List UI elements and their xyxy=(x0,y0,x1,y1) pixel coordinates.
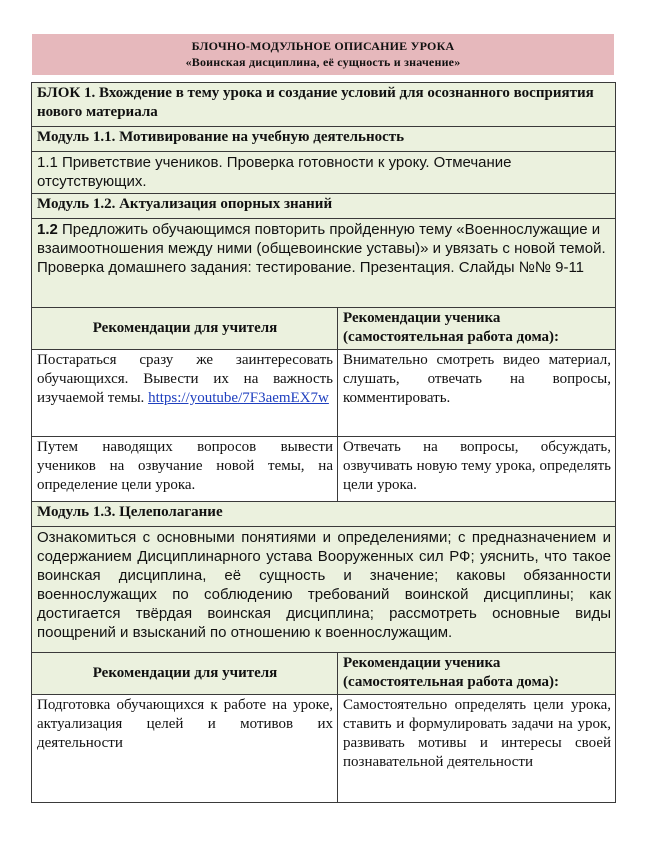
module-1-1-title: Модуль 1.1. Мотивирование на учебную деятельность xyxy=(32,127,616,152)
student-recommendations-header: Рекомендации ученика (самостоятельная работа дома): xyxy=(338,653,616,695)
lesson-title-banner xyxy=(32,34,614,75)
student-recommendation: Самостоятельно определять цели урока, ставить и формулировать задачи на урок, развивать мотивы и интересы своей познавательной деятельности xyxy=(338,695,616,803)
teacher-recommendation: Постараться сразу же заинтересовать обучающихся. Вывести их на важность изучаемой темы. xyxy=(37,352,333,406)
block-1-title: БЛОК 1. Вхождение в тему урока и создание условий для осознанного восприятия нового материала xyxy=(32,83,616,127)
module-1-2-homework: Проверка домашнего задания: тестирование. Презентация. Слайды №№ 9-11 xyxy=(37,259,585,276)
lesson-title: БЛОЧНО-МОДУЛЬНОЕ ОПИСАНИЕ УРОКА xyxy=(191,39,455,53)
teacher-recommendation-cell xyxy=(32,350,338,437)
module-1-2-text: Предложить обучающимся повторить пройденную тему «Военнослужащие и взаимоотношения между ними (общевоинские уставы)» и увязать с новой темой. xyxy=(37,221,606,257)
student-recommendation: Внимательно смотреть видео материал, слушать, отвечать на вопросы, комментировать. xyxy=(338,350,616,437)
student-recommendation: Отвечать на вопросы, обсуждать, озвучивать новую тему урока, определять цели урока. xyxy=(338,437,616,502)
student-recommendations-header: Рекомендации ученика (самостоятельная работа дома): xyxy=(338,308,616,350)
module-1-1-text: 1.1 Приветствие учеников. Проверка готовности к уроку. Отмечание отсутствующих. xyxy=(32,152,616,194)
module-1-3-text: Ознакомиться с основными понятиями и определениями; с предназначением и содержанием Дисциплинарного устава Вооруженных сил РФ; уяснить, что такое воинская дисциплина, её сущность и значение; каковы обязанности военнослужащих по соблюдению требований воинской дисциплины; как достигается твёрдая воинская дисциплина; рассмотреть основные виды поощрений и взысканий по отношению к военнослужащим. xyxy=(32,527,616,653)
lesson-plan-table xyxy=(31,82,616,803)
teacher-recommendations-header: Рекомендации для учителя xyxy=(32,308,338,350)
module-1-3-title: Модуль 1.3. Целеполагание xyxy=(32,502,616,527)
module-1-2-number: 1.2 xyxy=(37,221,58,238)
lesson-subtitle: «Воинская дисциплина, её сущность и значение» xyxy=(185,55,461,69)
teacher-recommendations-header: Рекомендации для учителя xyxy=(32,653,338,695)
module-1-2-text-cell xyxy=(32,219,616,308)
video-link[interactable]: https://youtube/7F3aemEX7w xyxy=(148,390,329,406)
teacher-recommendation: Путем наводящих вопросов вывести учеников на озвучание новой темы, на определение цели урока. xyxy=(32,437,338,502)
module-1-2-title: Модуль 1.2. Актуализация опорных знаний xyxy=(32,194,616,219)
teacher-recommendation: Подготовка обучающихся к работе на уроке, актуализация целей и мотивов их деятельности xyxy=(32,695,338,803)
